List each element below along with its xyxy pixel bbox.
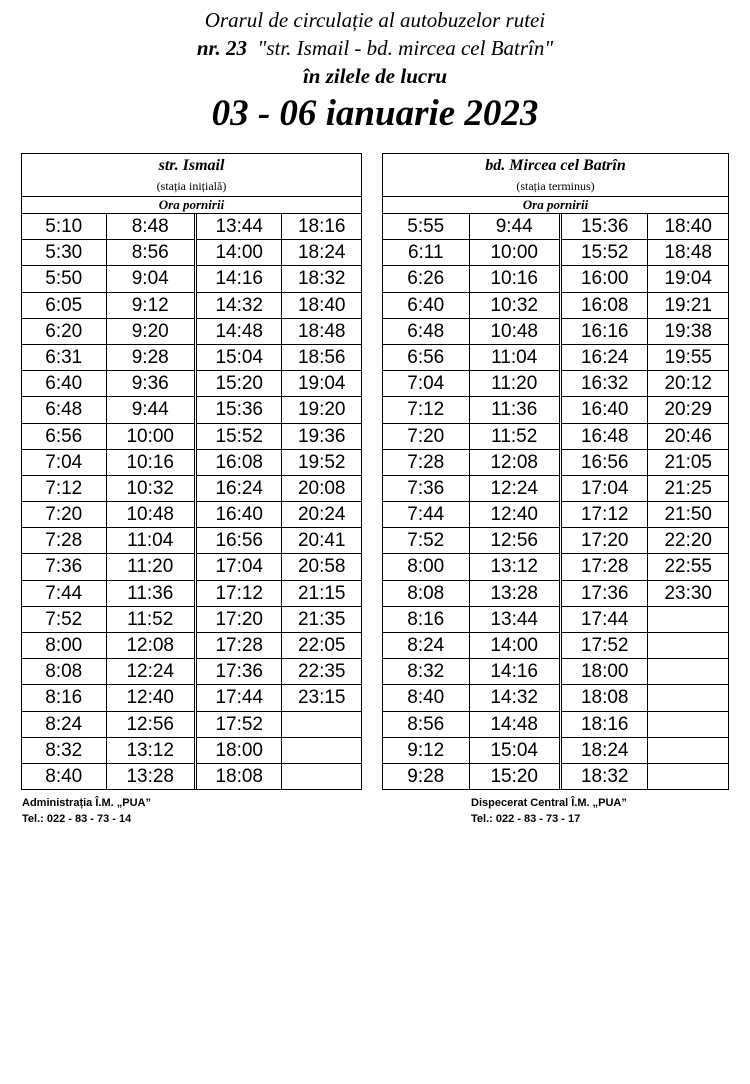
departure-time: 5:30 [22, 240, 106, 266]
departure-time: 9:36 [107, 371, 194, 397]
departure-time: 17:44 [562, 607, 648, 633]
departure-time: 10:16 [470, 266, 559, 292]
departure-time: 7:28 [22, 528, 106, 554]
departure-time: 18:00 [562, 659, 648, 685]
stop-name: bd. Mircea cel Batrîn [485, 157, 626, 174]
departure-time: 9:44 [107, 397, 194, 423]
departure-time: 18:24 [282, 240, 361, 266]
departure-time: 15:20 [197, 371, 282, 397]
departure-time: 18:56 [282, 345, 361, 371]
departure-time: 17:20 [562, 528, 648, 554]
time-column [648, 214, 728, 789]
departure-time: 7:52 [383, 528, 469, 554]
departure-time [648, 712, 728, 738]
departure-time: 11:36 [470, 397, 559, 423]
departure-time: 10:16 [107, 450, 194, 476]
departure-time: 7:12 [383, 397, 469, 423]
departure-time: 17:20 [197, 607, 282, 633]
departure-time: 18:48 [648, 240, 728, 266]
departure-time: 15:52 [562, 240, 648, 266]
departure-time: 16:00 [562, 266, 648, 292]
departure-time: 9:28 [107, 345, 194, 371]
departure-time: 13:28 [126, 765, 174, 787]
departure-time: 8:56 [107, 240, 194, 266]
departure-time: 12:24 [107, 659, 194, 685]
departure-time: 6:48 [22, 397, 106, 423]
departure-time: 12:56 [470, 528, 559, 554]
route-line [0, 36, 750, 61]
departure-time: 20:58 [282, 554, 361, 580]
departure-time: 16:24 [562, 345, 648, 371]
departure-time: 8:40 [383, 685, 469, 711]
departure-time: 11:52 [107, 607, 194, 633]
departure-time: 19:20 [282, 397, 361, 423]
departure-time: 16:40 [562, 397, 648, 423]
departure-time: 19:36 [282, 424, 361, 450]
time-column [562, 214, 649, 789]
departure-time: 14:16 [470, 659, 559, 685]
departure-time: 9:12 [107, 293, 194, 319]
departure-time: 19:55 [648, 345, 728, 371]
departure-time: 12:56 [107, 712, 194, 738]
departure-time: 17:04 [562, 476, 648, 502]
departure-time: 11:52 [470, 424, 559, 450]
departure-time: 6:40 [383, 293, 469, 319]
departure-time: 12:24 [470, 476, 559, 502]
departure-time: 20:08 [282, 476, 361, 502]
departure-time: 16:24 [197, 476, 282, 502]
departure-time: 13:44 [470, 607, 559, 633]
departure-time: 17:28 [562, 554, 648, 580]
departure-time: 15:52 [197, 424, 282, 450]
departure-time: 17:52 [562, 633, 648, 659]
time-column [107, 214, 197, 789]
departure-time: 11:04 [470, 345, 559, 371]
time-column [383, 214, 470, 789]
departure-time: 15:04 [470, 738, 559, 764]
departure-time: 17:28 [197, 633, 282, 659]
departure-time: 12:08 [470, 450, 559, 476]
departure-time: 8:24 [22, 712, 106, 738]
departure-time: 18:16 [562, 712, 648, 738]
departure-time: 9:12 [383, 738, 469, 764]
departure-time: 6:20 [22, 319, 106, 345]
time-column [470, 214, 562, 789]
schedule-title: Orarul de circulație al autobuzelor rutei [204, 8, 546, 32]
departure-time: 23:15 [282, 685, 361, 711]
departure-time: 20:24 [282, 502, 361, 528]
departure-time: 19:52 [282, 450, 361, 476]
departure-time: 7:12 [22, 476, 106, 502]
departure-time [282, 738, 361, 764]
departure-time: 14:48 [197, 319, 282, 345]
departure-time: 6:56 [383, 345, 469, 371]
departure-time: 15:36 [197, 397, 282, 423]
schedule-days: în zilele de lucru [302, 64, 448, 88]
route-name: "str. Ismail - bd. mircea cel Batrîn" [257, 36, 554, 60]
departure-time: 18:32 [580, 765, 629, 787]
departure-time: 19:38 [648, 319, 728, 345]
departure-time: 6:11 [383, 240, 469, 266]
departure-time [648, 685, 728, 711]
departure-time: 10:48 [107, 502, 194, 528]
departure-time: 5:10 [22, 214, 106, 240]
departure-time: 15:20 [490, 765, 538, 787]
departure-time: 16:08 [562, 293, 648, 319]
time-column [197, 214, 283, 789]
departure-time: 16:56 [197, 528, 282, 554]
departure-time: 18:08 [562, 685, 648, 711]
departure-time: 11:20 [470, 371, 559, 397]
departure-time: 21:05 [648, 450, 728, 476]
departure-time: 7:04 [383, 371, 469, 397]
departure-time: 9:20 [107, 319, 194, 345]
departure-time: 20:12 [648, 371, 728, 397]
departure-time: 12:40 [107, 685, 194, 711]
departure-time: 7:20 [22, 502, 106, 528]
departure-time: 20:29 [648, 397, 728, 423]
departure-time: 13:44 [197, 214, 282, 240]
departure-grid [383, 214, 728, 789]
departure-time: 21:15 [282, 581, 361, 607]
stop-type: (stația terminus) [516, 179, 595, 193]
departure-time: 22:20 [648, 528, 728, 554]
departure-time: 21:25 [648, 476, 728, 502]
departure-time: 7:36 [22, 554, 106, 580]
departure-time: 6:40 [22, 371, 106, 397]
departure-time: 8:00 [22, 633, 106, 659]
departure-label: Ora pornirii [22, 197, 361, 214]
departure-time: 17:12 [197, 581, 282, 607]
departure-time: 19:21 [648, 293, 728, 319]
departure-time: 18:48 [282, 319, 361, 345]
route-number: nr. 23 [196, 36, 248, 60]
departure-time: 6:31 [22, 345, 106, 371]
departure-time: 12:40 [470, 502, 559, 528]
departure-time: 8:40 [45, 765, 83, 787]
departure-time [648, 738, 728, 764]
footer-phone: Tel.: 022 - 83 - 73 - 17 [471, 813, 581, 825]
departure-time: 20:41 [282, 528, 361, 554]
departure-time: 7:44 [22, 581, 106, 607]
footer-phone: Tel.: 022 - 83 - 73 - 14 [22, 813, 132, 825]
departure-time: 22:05 [282, 633, 361, 659]
departure-time: 16:40 [197, 502, 282, 528]
time-column [22, 214, 107, 789]
departure-time: 6:26 [383, 266, 469, 292]
departure-time: 16:48 [562, 424, 648, 450]
departure-time: 16:16 [562, 319, 648, 345]
departure-label: Ora pornirii [383, 197, 728, 214]
departure-time: 15:36 [562, 214, 648, 240]
departure-time: 7:20 [383, 424, 469, 450]
departure-time: 8:24 [383, 633, 469, 659]
departure-time: 17:36 [197, 659, 282, 685]
departure-time: 10:00 [470, 240, 559, 266]
schedule-date: 03 - 06 ianuarie 2023 [211, 93, 539, 134]
departure-time: 17:52 [197, 712, 282, 738]
departure-time [648, 633, 728, 659]
departure-time: 17:44 [197, 685, 282, 711]
departure-time: 17:04 [197, 554, 282, 580]
departure-time: 21:50 [648, 502, 728, 528]
departure-time [282, 764, 361, 789]
departure-time: 5:55 [383, 214, 469, 240]
departure-time: 8:00 [383, 554, 469, 580]
departure-time: 16:56 [562, 450, 648, 476]
stop-name: str. Ismail [158, 157, 225, 174]
departure-time [648, 659, 728, 685]
departure-time: 17:36 [562, 581, 648, 607]
departure-time: 10:00 [107, 424, 194, 450]
departure-time: 21:35 [282, 607, 361, 633]
departure-time: 11:20 [107, 554, 194, 580]
departure-time: 20:46 [648, 424, 728, 450]
departure-time: 10:48 [470, 319, 559, 345]
timetable-right [382, 153, 729, 790]
departure-time: 7:36 [383, 476, 469, 502]
departure-time: 14:16 [197, 266, 282, 292]
departure-time: 23:30 [648, 581, 728, 607]
departure-time: 13:12 [107, 738, 194, 764]
departure-time: 18:16 [282, 214, 361, 240]
departure-time: 8:32 [22, 738, 106, 764]
stop-type: (stația inițială) [156, 179, 227, 193]
departure-time: 11:36 [107, 581, 194, 607]
departure-time: 14:32 [470, 685, 559, 711]
departure-time: 8:56 [383, 712, 469, 738]
departure-time: 8:16 [22, 685, 106, 711]
departure-time [648, 607, 728, 633]
time-column [282, 214, 361, 789]
stop-header [22, 154, 361, 197]
departure-time: 18:32 [282, 266, 361, 292]
departure-time: 18:40 [648, 214, 728, 240]
stop-header [383, 154, 728, 197]
departure-time: 10:32 [107, 476, 194, 502]
footer-org: Administrația Î.M. „PUA” [22, 797, 151, 809]
departure-time: 14:32 [197, 293, 282, 319]
departure-time: 13:12 [470, 554, 559, 580]
departure-time: 16:08 [197, 450, 282, 476]
departure-time: 18:40 [282, 293, 361, 319]
departure-time: 14:00 [197, 240, 282, 266]
footer-left [22, 795, 151, 827]
departure-time: 8:48 [107, 214, 194, 240]
departure-time [282, 712, 361, 738]
footer-org: Dispecerat Central Î.M. „PUA” [471, 797, 627, 809]
departure-grid [22, 214, 361, 789]
departure-time: 6:05 [22, 293, 106, 319]
departure-time: 8:16 [383, 607, 469, 633]
departure-time: 9:44 [470, 214, 559, 240]
departure-time: 6:48 [383, 319, 469, 345]
departure-time: 19:04 [282, 371, 361, 397]
departure-time: 18:00 [197, 738, 282, 764]
departure-time: 10:32 [470, 293, 559, 319]
departure-time: 11:04 [107, 528, 194, 554]
departure-time: 6:56 [22, 424, 106, 450]
departure-time: 22:55 [648, 554, 728, 580]
departure-time: 18:24 [562, 738, 648, 764]
departure-time: 13:28 [470, 581, 559, 607]
departure-time: 5:50 [22, 266, 106, 292]
timetable-left [21, 153, 362, 790]
departure-time: 12:08 [107, 633, 194, 659]
departure-time: 8:08 [383, 581, 469, 607]
departure-time: 15:04 [197, 345, 282, 371]
departure-time: 7:44 [383, 502, 469, 528]
departure-time: 14:48 [470, 712, 559, 738]
departure-time: 19:04 [648, 266, 728, 292]
departure-time: 22:35 [282, 659, 361, 685]
departure-time: 16:32 [562, 371, 648, 397]
footer-right [471, 795, 627, 827]
departure-time: 18:08 [215, 765, 263, 787]
departure-time [648, 764, 728, 789]
departure-time: 14:00 [470, 633, 559, 659]
departure-time: 9:04 [107, 266, 194, 292]
departure-time: 8:08 [22, 659, 106, 685]
departure-time: 7:28 [383, 450, 469, 476]
departure-time: 8:32 [383, 659, 469, 685]
departure-time: 7:52 [22, 607, 106, 633]
departure-time: 9:28 [407, 765, 445, 787]
departure-time: 7:04 [22, 450, 106, 476]
departure-time: 17:12 [562, 502, 648, 528]
